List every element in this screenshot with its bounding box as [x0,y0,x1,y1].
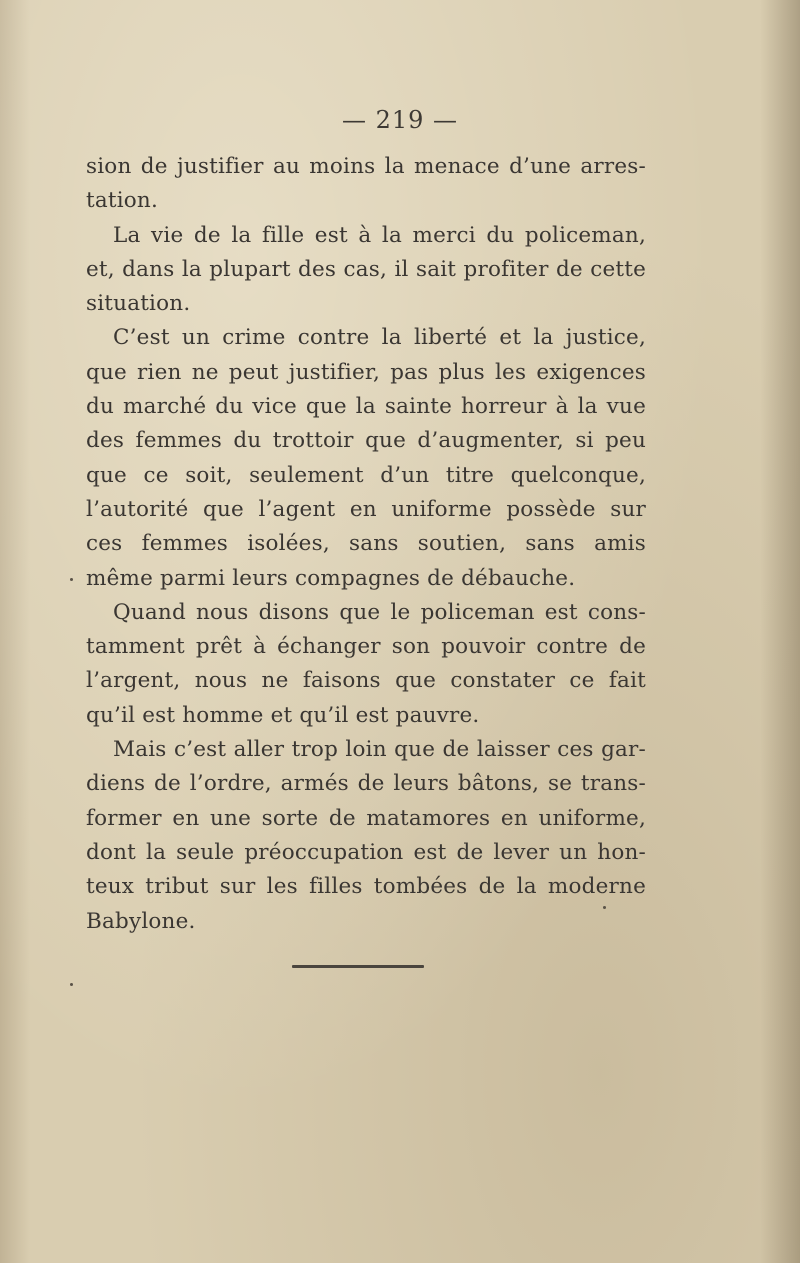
text-line: dont la seule préoccupation est de lever un hon- [86,839,646,865]
text-line: Babylone. [86,908,196,934]
body-text [86,150,646,939]
text-line: qu’il est homme et qu’il est pauvre. [86,702,480,728]
text-line: former en une sorte de matamores en uniforme, [86,805,646,831]
text-line: du marché du vice que la sainte horreur à la vue [86,394,646,420]
text-line: Mais c’est aller trop loin que de laisser ces gar- [113,737,646,763]
text-line: que ce soit, seulement d’un titre quelconque, [86,462,646,488]
text-line: La vie de la fille est à la merci du policeman, [113,222,646,248]
paper-speck [70,983,73,986]
text-line: que rien ne peut justifier, pas plus les exigences [86,359,646,385]
text-line: ces femmes isolées, sans soutien, sans amis [86,531,646,557]
page-number: — 219 — [341,106,459,134]
text-line: C’est un crime contre la liberté et la justice, [113,325,646,351]
text-line: tamment prêt à échanger son pouvoir contre de [86,634,646,660]
text-line: tation. [86,188,158,214]
text-line: Quand nous disons que le policeman est cons- [113,599,646,625]
text-line: sion de justifier au moins la menace d’une arres- [86,154,646,179]
paper-speck [603,906,606,909]
text-line: l’argent, nous ne faisons que constater ce fait [86,668,646,694]
text-line: situation. [86,291,191,317]
end-rule [292,965,424,968]
text-line: l’autorité que l’agent en uniforme possède sur [86,496,646,522]
text-line: diens de l’ordre, armés de leurs bâtons, se trans- [86,771,646,797]
paper-speck [70,578,73,581]
text-line: même parmi leurs compagnes de débauche. [86,565,576,591]
text-line: et, dans la plupart des cas, il sait profiter de cette [86,256,646,282]
text-line: des femmes du trottoir que d’augmenter, si peu [86,428,646,454]
text-line: teux tribut sur les filles tombées de la moderne [86,874,646,900]
